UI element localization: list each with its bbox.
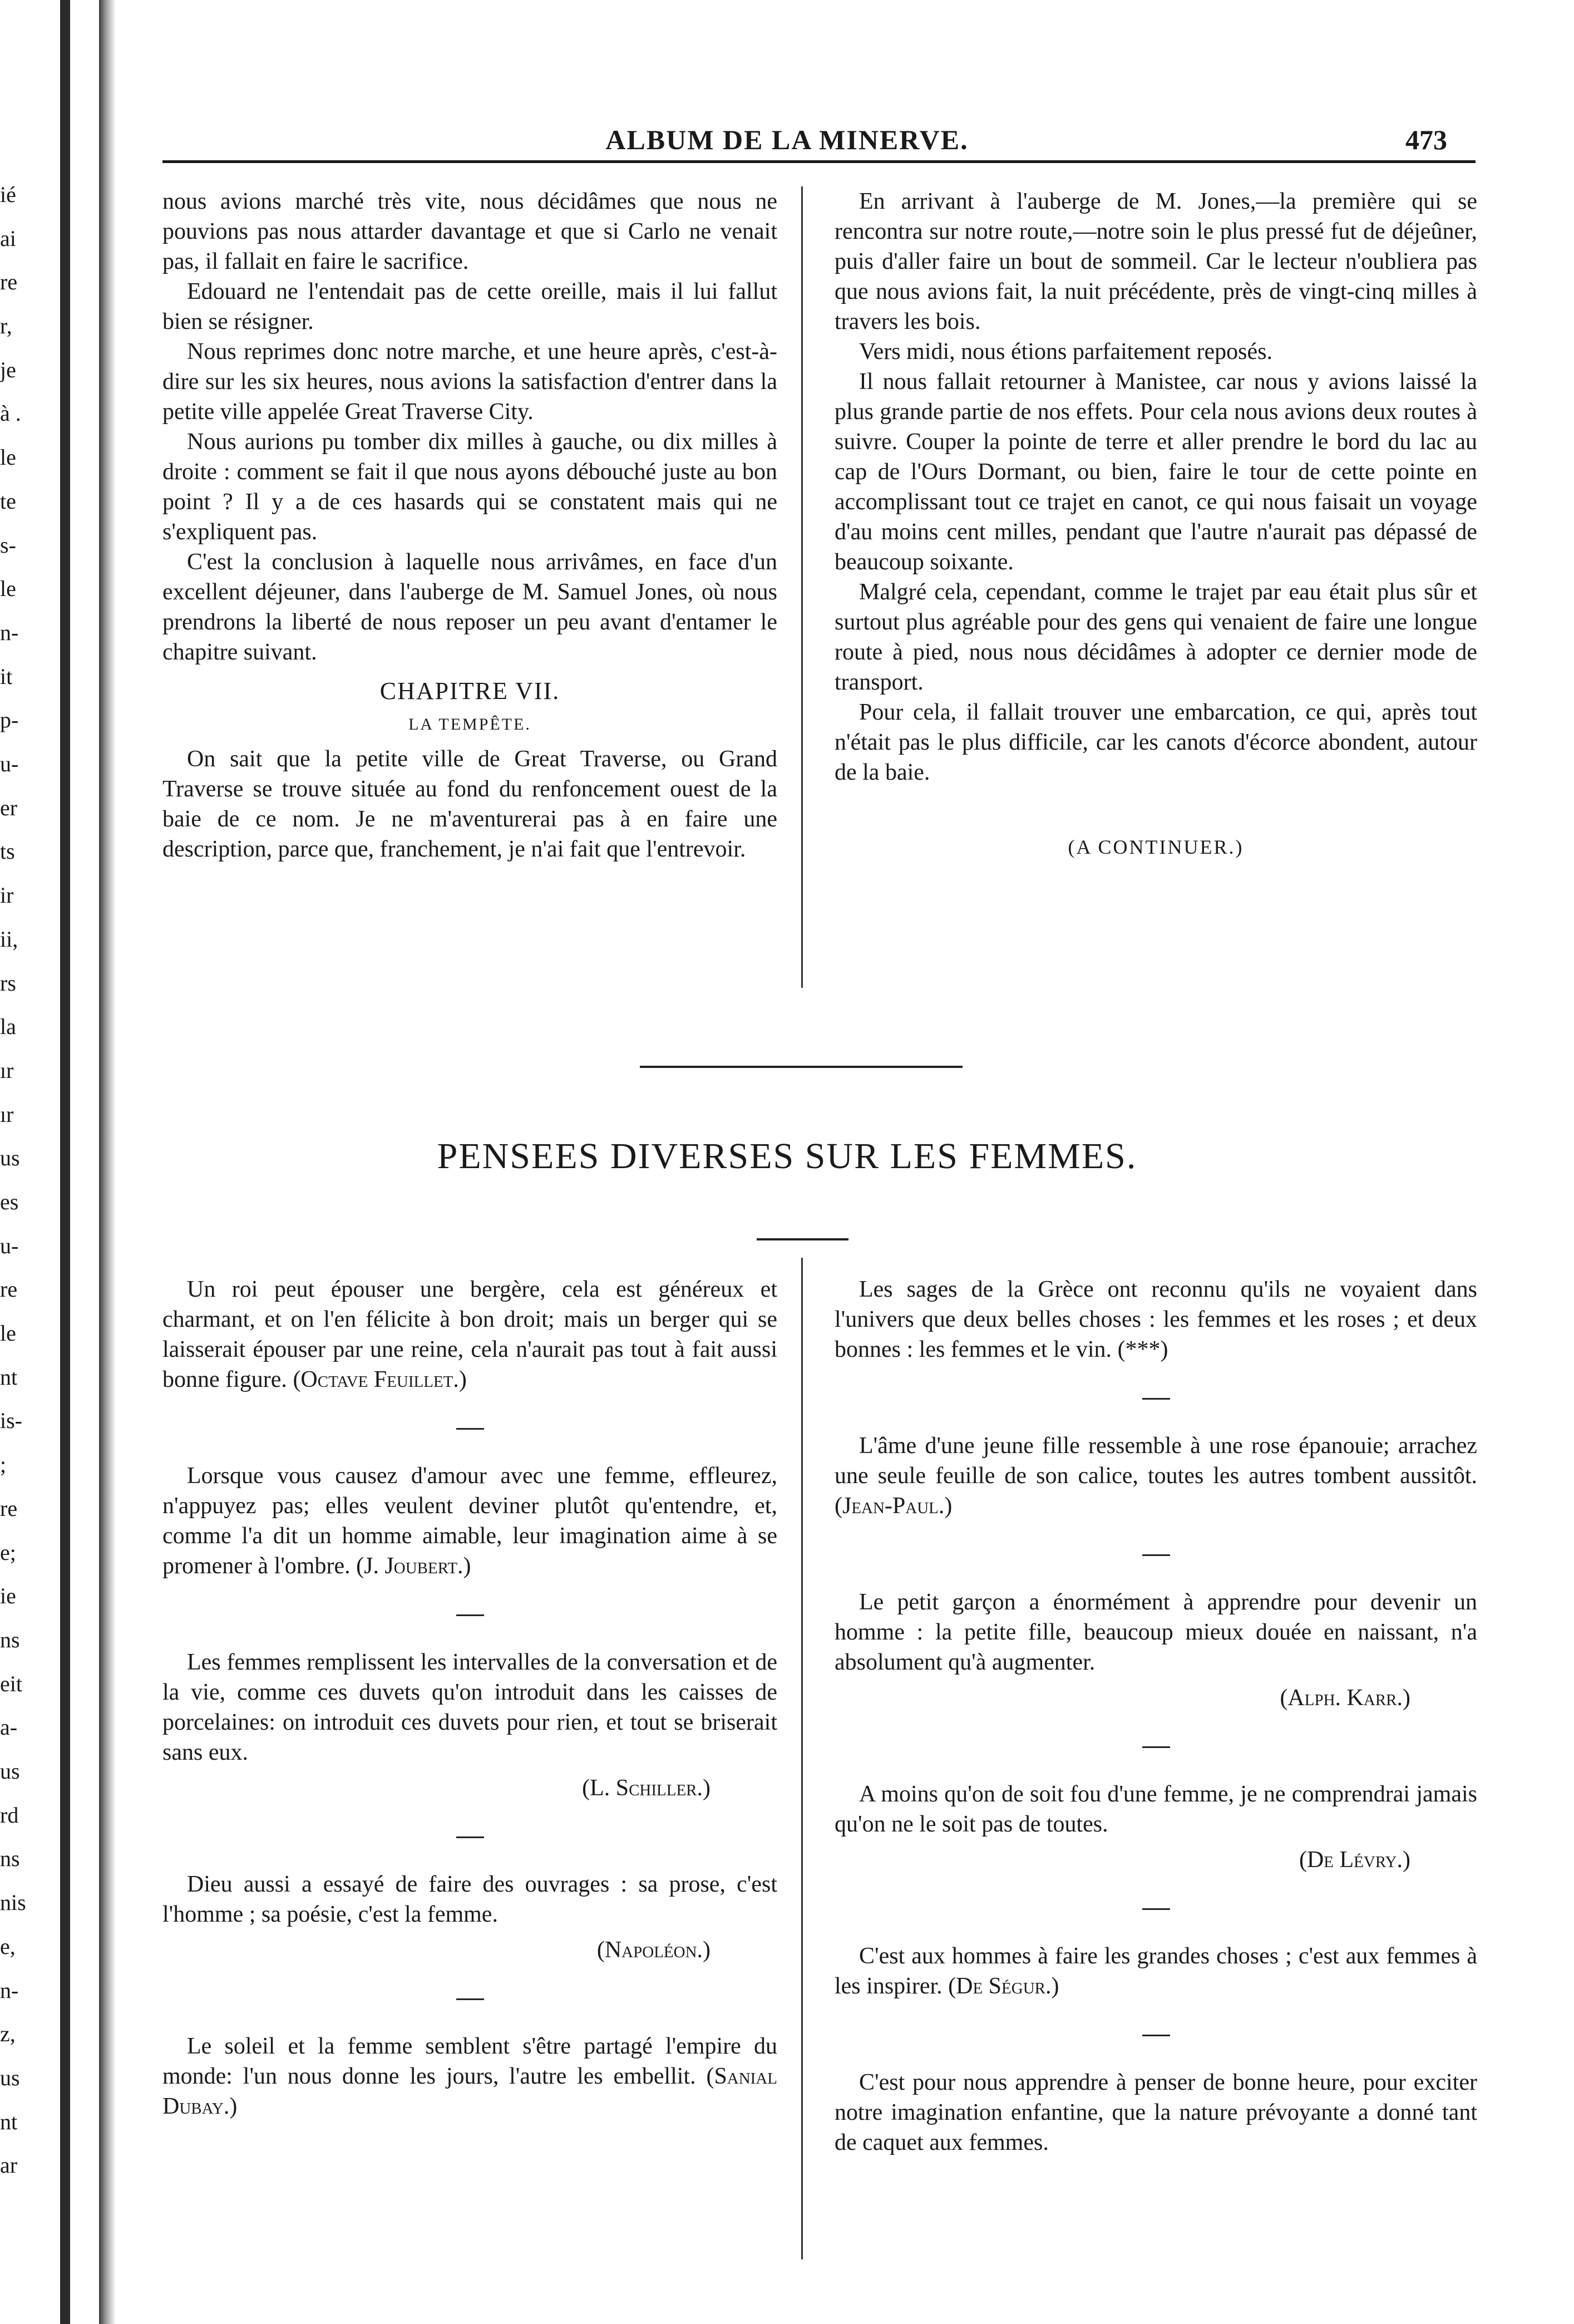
chapter-paragraphs	[162, 744, 777, 864]
section-title-rule	[757, 1238, 848, 1240]
quote-text	[162, 2031, 777, 2121]
paragraph: On sait que la petite ville de Great Traverse, ou Grand Traverse se trouve située au fond du renfoncement ouest de la baie de ce nom. Je ne m'aventurerai pas à en faire une description, parce que, franchement, je n'ai fait que l'entrevoir.	[162, 746, 777, 862]
margin-fragment: ts	[0, 839, 15, 864]
paragraph: Pour cela, il fallait trouver une embarcation, ce qui, après tout n'était pas le plus difficile, car les canots d'écorce abondent, autour de la baie.	[835, 700, 1477, 785]
quote-text	[835, 1587, 1477, 1677]
section-title: PENSEES DIVERSES SUR LES FEMMES.	[437, 1136, 1137, 1176]
margin-fragment: ns	[0, 1846, 20, 1872]
quote-author: (Octave Feuillet.)	[293, 1367, 467, 1392]
quote	[162, 1274, 777, 1395]
quote-body: Dieu aussi a essayé de faire des ouvrages : sa prose, c'est l'homme ; sa poésie, c'est la femme.	[162, 1872, 777, 1927]
column-divider-top	[801, 186, 803, 988]
margin-fragment: ié	[0, 182, 16, 207]
paragraph: Vers midi, nous étions parfaitement reposés.	[859, 339, 1272, 365]
margin-fragment: er	[0, 795, 18, 820]
quote-text	[162, 1461, 777, 1581]
quote-body: Les femmes remplissent les intervalles de la conversation et de la vie, comme ces duvets qu'on introduit dans les caisses de porcelaines: on introduit ces duvets pour rien, et tout se briserait sans eux.	[162, 1650, 777, 1765]
quote-author: (Jean-Paul.)	[835, 1493, 953, 1519]
quote-body: A moins qu'on de soit fou d'une femme, je ne comprendrai jamais qu'on ne le soit pas de toutes.	[835, 1781, 1477, 1837]
quote-author: (Sanial Dubay.)	[162, 2064, 777, 2119]
quote	[162, 2031, 777, 2121]
quote-text	[162, 1274, 777, 1395]
margin-fragment: eit	[0, 1671, 22, 1696]
margin-fragment: r,	[0, 313, 12, 339]
quotes-left-column	[162, 1274, 777, 2155]
margin-fragment: it	[0, 663, 13, 689]
quote-separator	[456, 1836, 484, 1838]
chapter-subtitle: LA TEMPÊTE.	[408, 715, 531, 733]
quote-author: (***)	[1117, 1337, 1168, 1362]
paragraph: Malgré cela, cependant, comme le trajet par eau était plus sûr et surtout plus agréable pour des gens qui venaient de faire une longue route à pied, nous nous décidâmes à adopter ce dernier mode de transport.	[835, 579, 1477, 695]
margin-fragment: s-	[0, 532, 16, 558]
continued-note: (A CONTINUER.)	[1068, 836, 1244, 858]
quote-text	[835, 1431, 1477, 1521]
quote	[162, 1869, 777, 1965]
margin-fragment: n-	[0, 619, 19, 645]
quote-body: Lorsque vous causez d'amour avec une femme, effleurez, n'appuyez pas; elles veulent deviner plutôt qu'entendre, et, comme l'a dit un homme aimable, leur imagination aime à se promener à l'ombre.	[162, 1463, 777, 1579]
quote-text	[162, 1647, 777, 1767]
margin-fragment: re	[0, 269, 18, 295]
quote-body: Le petit garçon a énormément à apprendre pour devenir un homme : la petite fille, beaucoup mieux douée en naissant, n'a absolument qu'à augmenter.	[835, 1589, 1477, 1675]
margin-fragment: ns	[0, 1627, 20, 1652]
quote-text	[835, 2067, 1477, 2158]
margin-fragment: la	[0, 1014, 16, 1040]
paragraph: C'est la conclusion à laquelle nous arrivâmes, en face d'un excellent déjeuner, dans l'auberge de M. Samuel Jones, où nous prendrons la liberté de nous reposer un peu avant d'entamer le chapitre suivant.	[162, 549, 777, 665]
article-right-paragraphs	[835, 186, 1477, 787]
quote	[835, 1587, 1477, 1713]
page-number: 473	[1405, 124, 1447, 155]
quote	[835, 1431, 1477, 1521]
paragraph: Edouard ne l'entendait pas de cette oreille, mais il lui fallut bien se résigner.	[162, 279, 777, 334]
header-rule	[162, 160, 1476, 163]
margin-fragment: rd	[0, 1802, 19, 1828]
margin-fragment: ır	[0, 1057, 14, 1083]
margin-fragment: rs	[0, 970, 16, 996]
quote-separator	[1142, 1746, 1170, 1748]
quote-separator	[456, 1428, 484, 1430]
quote-separator	[1142, 1908, 1170, 1910]
margin-fragment: ar	[0, 2153, 18, 2178]
quote-separator	[456, 1998, 484, 2000]
quote-body: C'est pour nous apprendre à penser de bonne heure, pour exciter notre imagination enfantine, que la nature prévoyante a donné tant de caquet aux femmes.	[835, 2070, 1477, 2155]
margin-fragment: ir	[0, 883, 14, 908]
margin-fragment: à .	[0, 401, 21, 426]
quote-author: (De Lévry.)	[1299, 1847, 1410, 1873]
column-divider-bottom	[801, 1258, 803, 2259]
quote-text	[835, 1779, 1477, 1839]
margin-fragment: n-	[0, 1977, 19, 2003]
quote-author: (Napoléon.)	[596, 1937, 710, 1963]
margin-fragment: ;	[0, 1452, 7, 1478]
quote-separator	[456, 1614, 484, 1616]
quote	[835, 1941, 1477, 2001]
paragraph: Il nous fallait retourner à Manistee, car nous y avions laissé la plus grande partie de nos effets. Pour cela nous avions deux routes à suivre. Couper la pointe de terre et aller prendre le bord du lac au cap de l'Ours Dormant, ou bien, faire le tour de cette pointe en accomplissant tout ce trajet en canot, ce qui nous faisait un voyage d'au moins cent milles, pendant que l'autre n'aurait pas dépassé de beaucoup soixante.	[835, 369, 1477, 575]
quote	[835, 1274, 1477, 1365]
article-left-paragraphs	[162, 186, 777, 667]
quote	[835, 1779, 1477, 1875]
margin-fragment: p-	[0, 707, 19, 733]
margin-fragment: ır	[0, 1101, 14, 1127]
margin-fragment: a-	[0, 1715, 18, 1740]
chapter-title: CHAPITRE VII.	[379, 677, 560, 705]
margin-fragment: ie	[0, 1583, 16, 1609]
margin-fragment: e,	[0, 1933, 16, 1959]
margin-fragment: nis	[0, 1890, 26, 1916]
margin-fragment: nt	[0, 2109, 18, 2134]
quote-body: Les sages de la Grèce ont reconnu qu'ils ne voyaient dans l'univers que deux belles choses : les femmes et les roses ; et deux bonnes : les femmes et le vin.	[835, 1277, 1477, 1362]
quote	[162, 1461, 777, 1581]
quote-author: (Alph. Karr.)	[1280, 1685, 1410, 1711]
margin-fragment: us	[0, 1759, 20, 1784]
quote-text	[835, 1274, 1477, 1365]
article-right-column	[835, 186, 1477, 862]
margin-fragment: es	[0, 1189, 19, 1214]
running-header: ALBUM DE LA MINERVE.	[605, 124, 969, 155]
quote-body: Le soleil et la femme semblent s'être partagé l'empire du monde: l'un nous donne les jours, l'autre les embellit.	[162, 2034, 777, 2089]
quote-text	[835, 1941, 1477, 2001]
margin-fragment: nt	[0, 1364, 18, 1390]
margin-fragment: is-	[0, 1408, 22, 1434]
quote-body: L'âme d'une jeune fille ressemble à une rose épanouie; arrachez une seule feuille de son calice, toutes les autres tombent aussitôt.	[835, 1433, 1477, 1489]
margin-fragment: u-	[0, 1233, 19, 1258]
margin-fragment: ai	[0, 225, 16, 251]
quote-author: (De Ségur.)	[948, 1973, 1059, 1999]
quote-author: (L. Schiller.)	[582, 1775, 710, 1801]
section-divider-rule	[640, 1066, 963, 1068]
margin-fragment: us	[0, 2065, 20, 2090]
quote-separator	[1142, 2035, 1170, 2036]
article-left-column	[162, 186, 777, 864]
paragraph: Nous aurions pu tomber dix milles à gauche, ou dix milles à droite : comment se fait il que nous ayons débouché juste au bon point ? Il y a de ces hasards qui se constatent mais qui ne s'expliquent pas.	[162, 429, 777, 545]
margin-fragment: le	[0, 576, 16, 602]
margin-fragment: re	[0, 1495, 18, 1521]
quote-separator	[1142, 1554, 1170, 1556]
quote	[835, 2067, 1477, 2158]
quote-author: (J. Joubert.)	[356, 1553, 471, 1579]
quote	[162, 1647, 777, 1803]
margin-fragment: te	[0, 488, 16, 514]
quote-text	[162, 1869, 777, 1929]
margin-fragment: u-	[0, 751, 19, 777]
margin-fragment: je	[0, 357, 16, 382]
quote-body: C'est aux hommes à faire les grandes choses ; c'est aux femmes à les inspirer.	[835, 1943, 1477, 1999]
margin-fragment: e;	[0, 1539, 16, 1565]
margin-fragment: us	[0, 1145, 20, 1171]
quote-separator	[1142, 1398, 1170, 1400]
paragraph: En arrivant à l'auberge de M. Jones,—la première qui se rencontra sur notre route,—notre soin le plus pressé fut de déjeûner, puis d'aller faire un bout de sommeil. Car le lecteur n'oubliera pas que nous avions fait, la nuit précédente, près de vingt-cinq milles à travers les bois.	[835, 189, 1477, 334]
margin-fragment: ii,	[0, 926, 18, 952]
paragraph: nous avions marché très vite, nous décidâmes que nous ne pouvions pas nous attarder davantage et que si Carlo ne venait pas, il fallait en faire le sacrifice.	[162, 189, 777, 274]
margin-fragment: le	[0, 445, 16, 470]
quotes-right-column	[835, 1274, 1477, 2191]
quote-body: Un roi peut épouser une bergère, cela est généreux et charmant, et on l'en félicite à bon droit; mais un berger qui se laisserait épouser par une reine, cela n'aurait pas tout à fait aussi bonne figure.	[162, 1277, 777, 1392]
margin-fragment: le	[0, 1321, 16, 1346]
paragraph: Nous reprimes donc notre marche, et une heure après, c'est-à-dire sur les six heures, nous avions la satisfaction d'entrer dans la petite ville appelée Great Traverse City.	[162, 339, 777, 425]
margin-fragment: re	[0, 1277, 18, 1302]
margin-fragment: z,	[0, 2021, 16, 2047]
